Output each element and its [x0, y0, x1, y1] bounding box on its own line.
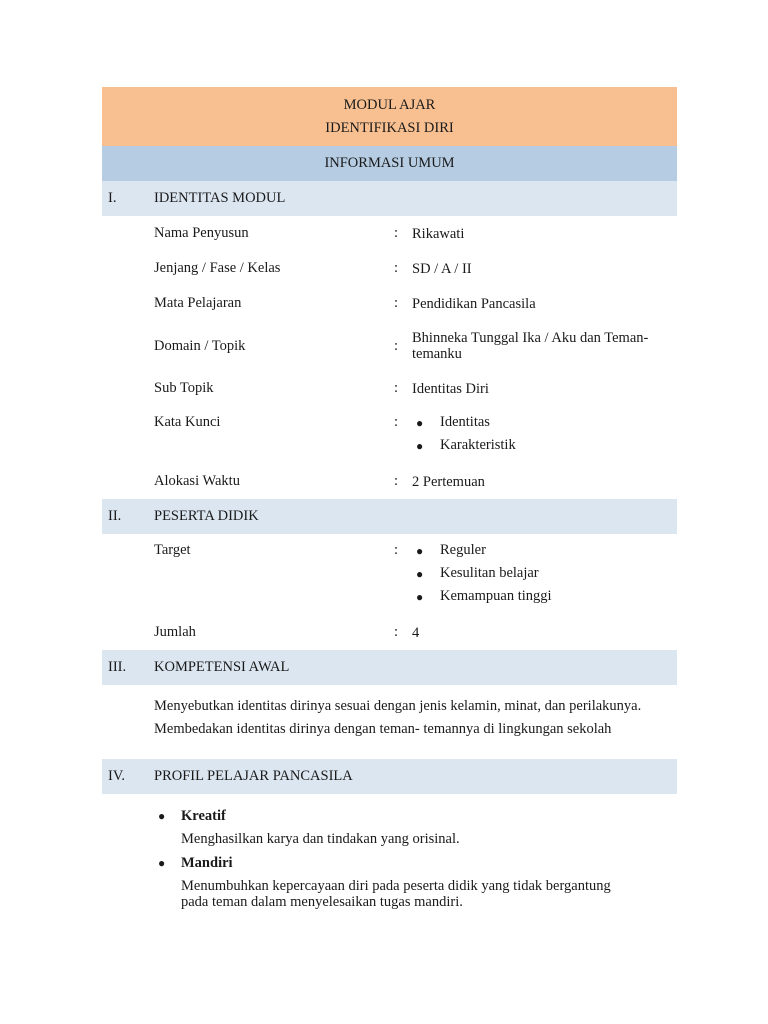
colon: : [394, 624, 399, 640]
colon: : [394, 380, 399, 396]
bullet-icon: ● [416, 544, 424, 558]
row-mata-pelajaran [102, 286, 677, 321]
bullet-icon: ● [416, 416, 424, 430]
field-value: 4 [412, 624, 420, 641]
field-label: Nama Penyusun [154, 225, 249, 241]
module-subtitle: IDENTIFIKASI DIRI [325, 119, 454, 136]
profil-item [158, 807, 677, 825]
section-number: I. [108, 190, 117, 206]
profil-title: Mandiri [181, 855, 233, 871]
field-label: Target [154, 542, 191, 558]
profil-list [102, 794, 677, 910]
kompetensi-content [102, 685, 677, 746]
section-identitas-modul [102, 181, 677, 216]
colon: : [394, 414, 399, 430]
module-document [102, 87, 677, 910]
field-label: Alokasi Waktu [154, 473, 240, 489]
list-item [412, 437, 670, 460]
section-profil-pelajar [102, 759, 677, 794]
colon: : [394, 473, 399, 489]
row-sub-topik [102, 371, 677, 406]
colon: : [394, 295, 399, 311]
section-title: KOMPETENSI AWAL [154, 659, 290, 675]
target-list [412, 542, 670, 611]
kompetensi-paragraph: Membedakan identitas dirinya dengan teman- temannya di lingkungan sekolah [154, 721, 612, 737]
list-item [412, 565, 670, 588]
profil-desc: Menghasilkan karya dan tindakan yang orisinal. [181, 831, 460, 847]
target-item: Kemampuan tinggi [440, 588, 552, 604]
colon: : [394, 260, 399, 276]
row-alokasi-waktu [102, 464, 677, 499]
bullet-icon: ● [416, 439, 424, 453]
colon: : [394, 337, 399, 354]
section-number: IV. [108, 768, 126, 784]
keyword-list [412, 414, 670, 460]
field-value: Rikawati [412, 225, 465, 242]
list-item [412, 414, 670, 437]
field-value: Bhinneka Tunggal Ika / Aku dan Teman-temanku [412, 330, 649, 362]
profil-item [158, 854, 677, 872]
row-nama-penyusun [102, 216, 677, 251]
section-title: IDENTITAS MODUL [154, 190, 286, 206]
section-title: PESERTA DIDIK [154, 508, 259, 524]
section-peserta-didik [102, 499, 677, 534]
colon: : [394, 542, 399, 558]
keyword: Identitas [440, 414, 490, 430]
target-item: Reguler [440, 542, 486, 558]
section-number: III. [108, 659, 127, 675]
section-kompetensi-awal [102, 650, 677, 685]
section-number: II. [108, 508, 122, 524]
general-info-header [102, 146, 677, 181]
module-title: MODUL AJAR [343, 96, 436, 113]
field-value: Identitas Diri [412, 380, 489, 397]
field-value: Pendidikan Pancasila [412, 295, 536, 312]
bullet-icon: ● [416, 567, 424, 581]
bullet-icon: ● [158, 809, 166, 823]
field-label: Sub Topik [154, 380, 214, 396]
list-item [412, 542, 670, 565]
row-target [102, 534, 677, 615]
section-title: PROFIL PELAJAR PANCASILA [154, 768, 353, 784]
field-value: 2 Pertemuan [412, 473, 485, 490]
row-jumlah [102, 615, 677, 650]
general-info-label: INFORMASI UMUM [324, 155, 455, 171]
target-item: Kesulitan belajar [440, 565, 539, 581]
colon: : [394, 225, 399, 241]
kompetensi-paragraph: Menyebutkan identitas dirinya sesuai dengan jenis kelamin, minat, dan perilakunya. [154, 698, 642, 714]
bullet-icon: ● [416, 590, 424, 604]
field-label: Kata Kunci [154, 414, 221, 430]
field-label: Jumlah [154, 624, 196, 640]
module-title-block [102, 87, 677, 146]
field-label: Domain / Topik [154, 337, 246, 354]
field-value: SD / A / II [412, 260, 472, 277]
row-jenjang [102, 251, 677, 286]
field-label: Mata Pelajaran [154, 295, 242, 311]
list-item [412, 588, 670, 611]
row-domain-topik [102, 321, 677, 371]
profil-title: Kreatif [181, 808, 226, 824]
field-label: Jenjang / Fase / Kelas [154, 260, 281, 276]
bullet-icon: ● [158, 856, 166, 870]
keyword: Karakteristik [440, 437, 516, 453]
row-kata-kunci [102, 406, 677, 464]
profil-desc: Menumbuhkan kepercayaan diri pada peserta didik yang tidak bergantung pada teman dalam menyelesaikan tugas mandiri. [181, 878, 611, 910]
